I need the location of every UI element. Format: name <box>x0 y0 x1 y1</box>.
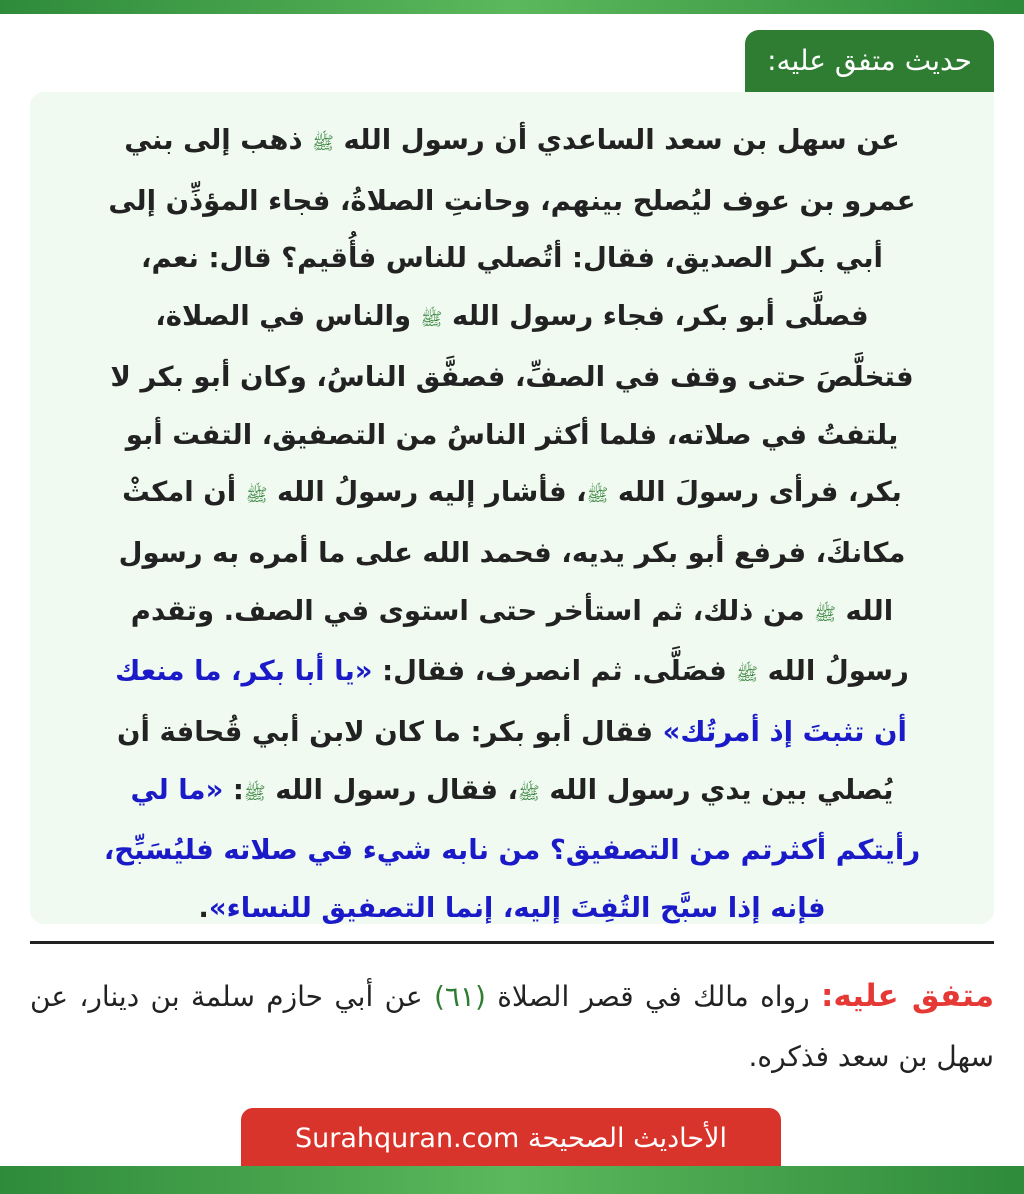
site-footer-badge[interactable] <box>241 1108 781 1168</box>
salawat-symbol: ﷺ <box>420 309 443 331</box>
hadith-text: : <box>223 773 244 806</box>
hadith-text: فصَلَّى. ثم انصرف، فقال: <box>372 655 737 688</box>
hadith-text: من ذلك، ثم استأخر حتى استوى في الصف. وتقدم <box>130 594 815 627</box>
hadith-text: ، فأشار إليه رسولُ الله <box>267 476 587 509</box>
hadith-text: يُصلي بين يدي رسول الله <box>539 773 894 806</box>
hadith-text: والناس في الصلاة، <box>155 300 421 333</box>
source-label: متفق عليه: <box>820 978 995 1014</box>
section-divider <box>30 941 994 944</box>
hadith-text: أن امكثْ <box>122 476 246 509</box>
prophet-speech-text: فإنه إذا سبَّح التُفِتَ إليه، إنما التصفيق للنساء» <box>208 892 826 925</box>
salawat-symbol: ﷺ <box>518 782 540 804</box>
salawat-symbol: ﷺ <box>814 603 836 625</box>
salawat-symbol: ﷺ <box>243 782 266 804</box>
top-decorative-bar <box>0 0 1024 14</box>
salawat-symbol: ﷺ <box>245 485 268 507</box>
hadith-text: ، فقال رسول الله <box>265 773 519 806</box>
hadith-text: فتخلَّصَ حتى وقف في الصفِّ، فصفَّق الناسُ، وكان أبو بكر لا <box>110 360 914 393</box>
hadith-source <box>30 966 994 1087</box>
hadith-text: . <box>198 892 209 925</box>
hadith-text: يلتفتُ في صلاته، فلما أكثر الناسُ من التصفيق، التفت أبو <box>125 418 899 451</box>
site-footer-label: الأحاديث الصحيحة Surahquran.com <box>295 1123 727 1154</box>
hadith-text: بكر، فرأى رسولَ الله <box>608 476 902 509</box>
hadith-text-box <box>30 92 994 924</box>
hadith-text: فقال أبو بكر: ما كان لابن أبي قُحافة أن <box>117 716 663 749</box>
hadith-category-label: حديث متفق عليه: <box>767 44 972 77</box>
hadith-text: رسولُ الله <box>758 655 909 688</box>
prophet-speech-text: رأيتكم أكثرتم من التصفيق؟ من نابه شيء في صلاته فليُسَبِّح، <box>103 834 921 867</box>
prophet-speech-text: «يا أبا بكر، ما منعك <box>115 655 373 688</box>
hadith-text: فصلَّى أبو بكر، فجاء رسول الله <box>442 300 869 333</box>
hadith-text: الله <box>835 594 894 627</box>
source-hadith-number: (٦١) <box>433 980 486 1013</box>
hadith-text: عمرو بن عوف ليُصلح بينهم، وحانتِ الصلاةُ، فجاء المؤذِّن إلى <box>108 184 916 217</box>
salawat-symbol: ﷺ <box>736 664 759 686</box>
hadith-text: عن سهل بن سعد الساعدي أن رسول الله <box>333 124 900 156</box>
salawat-symbol: ﷺ <box>586 485 609 507</box>
bottom-decorative-bar <box>0 1166 1024 1194</box>
prophet-speech-text: أن تثبتَ إذ أمرتُك» <box>662 716 907 749</box>
hadith-category-tag <box>745 30 994 92</box>
salawat-symbol: ﷺ <box>312 133 334 154</box>
hadith-text: مكانكَ، فرفع أبو بكر يديه، فحمد الله على ما أمره به رسول <box>118 536 906 569</box>
hadith-text: أبي بكر الصديق، فقال: أتُصلي للناس فأُقيم؟ قال: نعم، <box>141 242 883 275</box>
source-text-before: رواه مالك في قصر الصلاة <box>485 980 821 1013</box>
source-text-after: عن أبي حازم سلمة بن دينار، عن سهل بن سعد فذكره. <box>30 980 994 1073</box>
prophet-speech-text: «ما لي <box>130 773 224 806</box>
hadith-text: ذهب إلى بني <box>124 124 313 156</box>
